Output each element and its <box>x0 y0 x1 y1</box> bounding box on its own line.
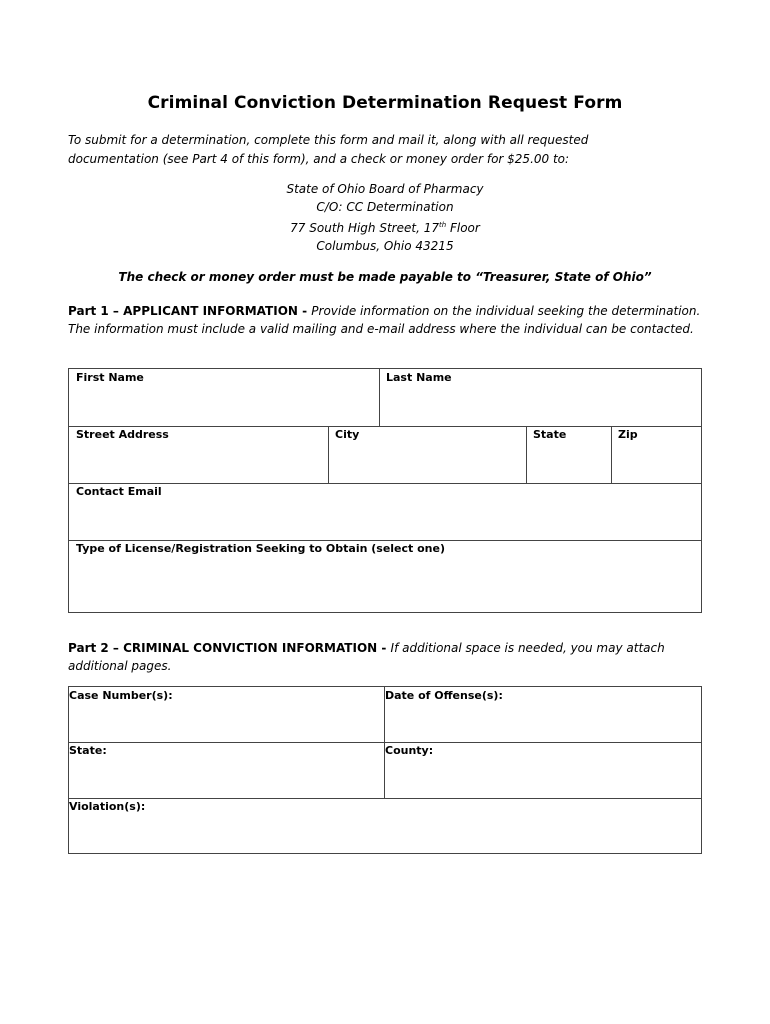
last-name-field[interactable] <box>380 369 701 426</box>
zip-label: Zip <box>618 428 638 441</box>
date-of-offense-field[interactable] <box>385 687 701 742</box>
form-title: Criminal Conviction Determination Request Form <box>147 93 623 113</box>
conviction-state-label: State: <box>69 744 107 757</box>
part1-intro <box>68 302 708 338</box>
contact-email-field[interactable] <box>69 484 701 540</box>
address-line-4: Columbus, Ohio 43215 <box>316 239 454 253</box>
license-type-field[interactable] <box>69 541 701 612</box>
license-type-label: Type of License/Registration Seeking to Obtain (select one) <box>76 542 445 555</box>
case-numbers-label: Case Number(s): <box>69 689 173 702</box>
address-ordinal-suffix: th <box>438 221 447 229</box>
last-name-label: Last Name <box>386 371 452 384</box>
contact-email-label: Contact Email <box>76 485 162 498</box>
part1-description: Provide information on the individual seeking the determination. The information must include a valid mailing and e-mail address where the individual can be contacted. <box>68 304 701 336</box>
violations-label: Violation(s): <box>69 800 146 813</box>
street-address-label: Street Address <box>76 428 169 441</box>
part2-intro <box>68 639 708 675</box>
case-numbers-field[interactable] <box>69 687 384 742</box>
city-label: City <box>335 428 360 441</box>
address-floor: Floor <box>446 221 480 235</box>
state-label: State <box>533 428 567 441</box>
conviction-info-table <box>68 686 702 854</box>
violations-field[interactable] <box>69 799 701 853</box>
address-street: 77 South High Street, 17 <box>290 221 439 235</box>
first-name-field[interactable] <box>69 369 379 426</box>
first-name-label: First Name <box>76 371 144 384</box>
part2-heading: Part 2 – CRIMINAL CONVICTION INFORMATION - <box>68 641 391 655</box>
conviction-state-field[interactable] <box>69 743 384 798</box>
city-field[interactable] <box>329 427 526 483</box>
date-of-offense-label: Date of Offense(s): <box>385 689 503 702</box>
address-line-2: C/O: CC Determination <box>316 200 454 214</box>
payable-note: The check or money order must be made payable to “Treasurer, State of Ohio” <box>118 270 652 284</box>
street-address-field[interactable] <box>69 427 328 483</box>
mailing-address <box>0 180 770 255</box>
county-field[interactable] <box>385 743 701 798</box>
intro-line-1: To submit for a determination, complete this form and mail it, along with all requested <box>68 133 589 147</box>
zip-field[interactable] <box>612 427 701 483</box>
part1-heading: Part 1 – APPLICANT INFORMATION - <box>68 304 312 318</box>
intro-line-2: documentation (see Part 4 of this form), and a check or money order for $25.00 to: <box>68 152 570 166</box>
intro-text <box>68 131 708 169</box>
address-line-1: State of Ohio Board of Pharmacy <box>286 182 484 196</box>
county-label: County: <box>385 744 434 757</box>
applicant-info-table <box>68 368 702 613</box>
part2-description: If additional space is needed, you may attach additional pages. <box>68 641 665 673</box>
state-field[interactable] <box>527 427 611 483</box>
address-line-3 <box>0 216 770 237</box>
